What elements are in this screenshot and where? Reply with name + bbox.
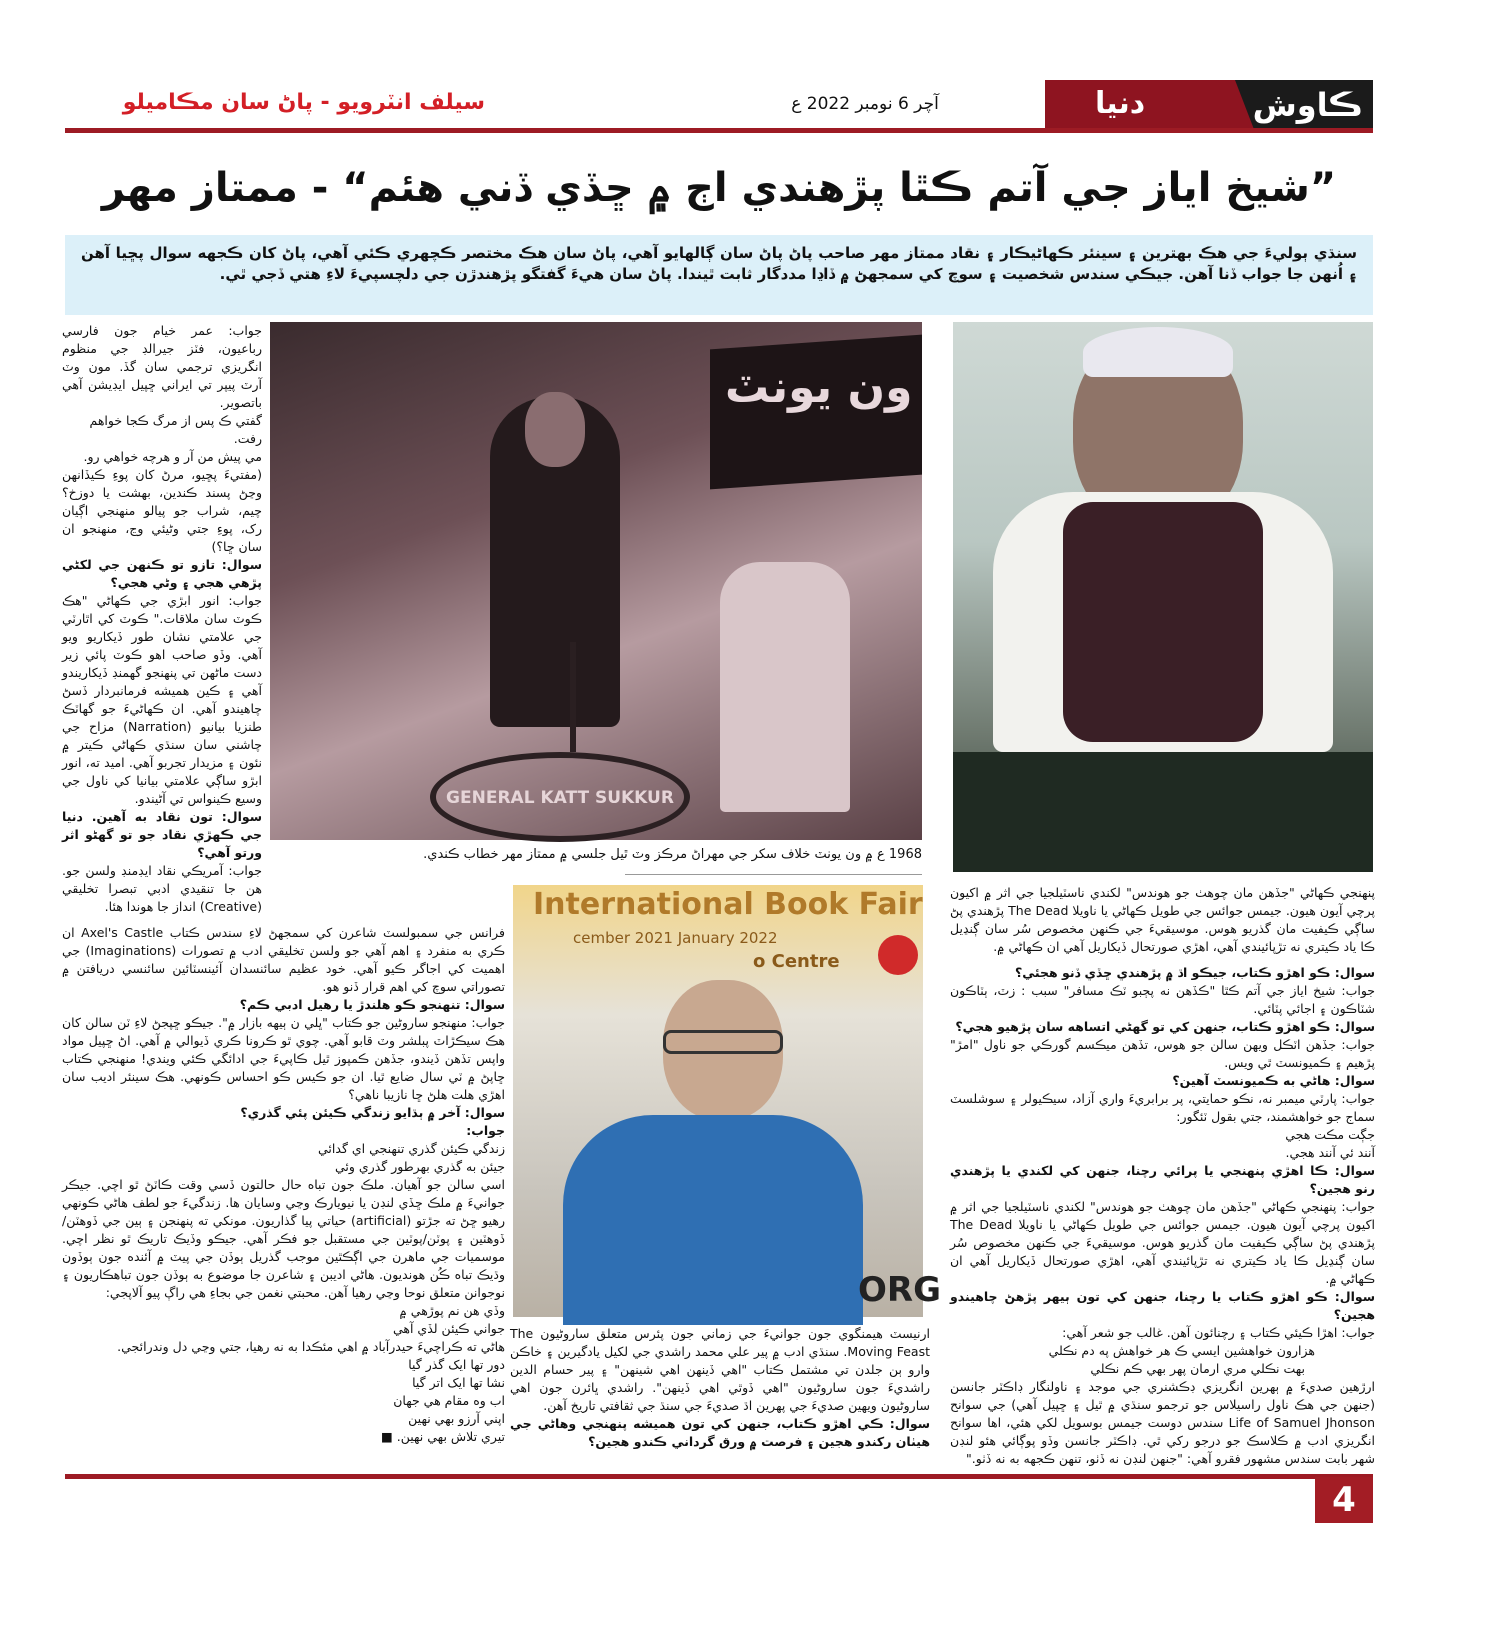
question: سوال: ڪو اهڙو ڪتاب يا رچنا، جنهن کي تون ٻيهر پڙهڻ چاهيندو هجين؟	[950, 1289, 1375, 1322]
vest	[1063, 502, 1263, 742]
left-column	[62, 322, 262, 916]
brand-name: ڪاوش	[1252, 86, 1363, 124]
verse: مي پيش من آر و هرچه خواهي رو.	[83, 449, 262, 464]
issue-date: آچر 6 نومبر 2022 ع	[791, 94, 939, 114]
section-title: سيلف انٽرويو - پاڻ سان مڪاميلو	[122, 90, 485, 115]
headline: ”شيخ اياز جي آتم ڪٿا پڙهندي اڄ ۾ ڇڏي ڏني هئم“ - ممتاز مهر	[101, 165, 1337, 211]
paragraph: ارڙهين صديءَ ۾ ٻهرين انگريزي ڊڪشنري جي موجد ۽ ناولنگار ڊاڪٽر جانسن (جنهن جي هڪ ناول راسيلاس جو ترجمو سنڌي ۾ ٿيل ۽ ڇپيل آهي) جي سوانح Life of Samuel Jhonson سندس دوست جيمس بوسويل لکي هئي، اها سوانح انگريزي ادب ۾ ڪلاسڪ جو درجو رکي ٿي. ڊاڪٽر جانسن وڏو پوڳائي هئو لنڊن شهر بابت سندس مشهور فقرو آهي: "جنهن لنڊن نه ڏٺو، تنهن ڪجهه به نه ڏٺو."	[950, 1379, 1375, 1466]
right-column	[950, 884, 1375, 1468]
question: سوال: تازو تو ڪنهن جي لکڻي پڙهي هجي ۽ وڻي هجي؟	[62, 557, 262, 590]
question: سوال: ڪي اهڙو ڪتاب، جنهن کي تون هميشه پنهنجي وهاڻي جي هيٺان رکندو هجين ۽ فرصت ۾ ورق گرداني ڪندو هجين؟	[510, 1416, 930, 1449]
footer-rule	[65, 1474, 1373, 1479]
answer-label: جواب:	[466, 1123, 505, 1138]
caption-divider	[625, 874, 922, 875]
question: سوال: ڪو اهڙو ڪتاب، جنهن کي تو گهڻي اتساهه سان پڙهيو هجي؟	[955, 1019, 1375, 1034]
speaker-head	[525, 392, 585, 467]
paragraph: اسي سالن جو آهيان. ملڪ جون تباه حال حالتون ڏسي وقت ڪاٽڻ ٿو اچي. جيڪر جوانيءَ ۾ ملڪ ڇڏي لنڊن يا نيويارڪ وڃي وسايان ها. زندگيءَ جو لطف هاڻي ڪونهي رهيو ڇڻ ته جڙتو (artificial) حياتي پيا گذاريون. مونکي ته پنهنجن ۽ ٻين جي ڏوهٽن/ڏوهٽين ۽ پوٽن/پوٽين جي مستقبل جو فڪر آهي. جيڪو وڏيڪ تاريڪ ٿو نظر اچي. موسميات جي ماهرن جي اڳڪٿين موجب گذريل ٻوڏن جي پيٽ ۾ آئنده جون ٻوڏون وڌيڪ تباه ڪُن هونديون. هاڻي اديبن ۽ شاعرن جا موضوع به ٻوڏن جون تباهڪاريون ۽ نوجوانن متعلق نوحا وڃي رهيا آهن. محبتي نغمن جي بجاءِ هي راڳ پيو آلاپجي:	[62, 1177, 505, 1300]
answer: جواب: جڏهن اٽڪل ويهن سالن جو هوس، تڏهن ميڪسم گورڪي جو ناول "امڙ" پڙهيم ۽ ڪميونسٽ ٿي ويس.	[950, 1037, 1375, 1070]
paragraph: (مفتيءَ پڇيو، مرڻ کان پوءِ ڪيڏانهن وڃڻ پسند ڪندين، بهشت يا دوزخ؟ چيم، شراب جو پيالو منهنجي اڳيان رک، پوءِ جتي وڻيئي وڃ، منهنجو ان سان ڇا؟)	[62, 467, 262, 554]
answer: جواب: منهنجو ساروڻين جو ڪتاب "ڀلي ن ٻيهه بازار ۾". جيڪو ڇپجڻ لاءِ ٽن سالن کان هڪ سيڪڙاٽ پبلشر وٽ قابو آهي. چوي ٿو ڪرونا ڪري ڏيوالي ۾ آهي. اڻ ڇپيل مواد واپس تڏهن ڏيندو، جڏهن ڪمپوز ٿيل ڪاپيءَ جي ادائگي ڪئي ويندي! منهنجي ڪتاب ڇاپڻ ۾ ٽي سال ضايع ٿيا. ان جو ڪيس ڪو احساس ڪونهي. هڪ سينئر اديب سان اهڙي هلت هلڻ ڇا نازيبا ناهي؟	[62, 1015, 505, 1102]
intro-box: سنڌي ٻوليءَ جي هڪ بهترين ۽ سينئر ڪهاڻيڪار ۽ نقاد ممتاز مهر صاحب پاڻ پاڻ سان ڳالهايو آهي، پاڻ سان هڪ مختصر ڪچهري ڪئي آهي، پاڻ کان ڪجهه سوال پڇيا آهن ۽ اُنهن جا جواب ڏنا آهن. جيڪي سندس شخصيت ۽ سوچ کي سمجهڻ ۾ ڏاڍا مددگار ثابت ٿيندا. پاڻ سان هيءَ گفتگو پڙهندڙن جي دلچسپيءَ لاءِ هتي ڏجي ٿي.	[65, 235, 1373, 315]
header-rule	[65, 128, 1373, 133]
verse: دور تها ايک گذر گيا	[408, 1357, 505, 1372]
paragraph: فرانس جي سمبولسٽ شاعرن کي سمجهڻ لاءِ سندس ڪتاب Axel's Castle ان ڪري به منفرد ۽ اهم آهي جو ولسن تخليقي ادب ۾ تصورات (Imaginations) جي اهميت کي اجاگر ڪيو آهي. خود عظيم سائنسدان آئينسٽائين سائنسي دريافتن ۾ تصوراتي سوچ کي اهم قرار ڏنو هو.	[62, 925, 506, 994]
table	[953, 752, 1373, 872]
seated-man	[720, 562, 850, 812]
answer: جواب: پارٽي ميمبر نه، نڪو حمايتي، پر برابريءَ واري آزاد، سيڪيولر ۽ سوشلسٽ سماج جو خواهشمند، جتي بقول ٽئگور:	[950, 1091, 1375, 1124]
paragraph: پنهنجي ڪهاڻي "جڏهن مان چوهٺ جو هوندس" لکندي ناسٽيلجيا جي اثر ۾ اکيون پرچي آيون هيون. جيمس جوائس جي طويل ڪهاڻي يا ناويلا The Dead پڙهندي پڻ ساڳي ڪيفيت مان گذريو هوس. موسيقيءَ جي ڪنهن مخصوص سُر سان ڳنڍيل ڪا ياد ڪيتري نه تڙپائيندي آهي، اهڙي صورتحال ڏيکاريل آهي ان ڪهاڻي ۾.	[950, 885, 1375, 954]
paragraph: ارنيسٽ هيمنگوي جون جوانيءَ جي زماني جون پئرس متعلق ساروڻيون The Moving Feast. سنڌي ادب ۾ پير علي محمد راشدي جي لکيل يادگيرين ۽ خاڪن وارو ٻن جلدن تي مشتمل ڪتاب "اهي ڏينهن اهي شينهن" ۽ پير حسام الدين راشديءَ جون ساروڻيون "اهي ڏوٿي اهي ڏينهن". راشدي ڀائرن جون اهي ساروڻيون ويهين صديءَ جي پهرين اڌ صديءَ جي سنڌ جي ثقافتي تاريخ آهن.	[510, 1326, 930, 1413]
middle-column	[510, 1325, 930, 1451]
answer: جواب: آمريڪي نقاد ايڊمنڊ ولسن جو. هن جا تنقيدي ادبي تبصرا تخليقي (Creative) انداز جا هوندا هئا.	[62, 863, 262, 914]
answer: جواب: اهڙا ڪيئي ڪتاب ۽ رچنائون آهن. غالب جو شعر آهي:	[1062, 1325, 1375, 1340]
fair-logo	[878, 935, 918, 975]
verse: جيئن به گذري بهرطور گذري وئي	[334, 1159, 505, 1174]
verse: وڏي هن نم پوڙهي ۾	[399, 1303, 505, 1318]
verse: اب وه مقام هي جهان	[393, 1393, 505, 1408]
page-number: 4	[1315, 1477, 1373, 1523]
verse: آنند ئي آنند هجي.	[1285, 1145, 1375, 1160]
line: هاڻي ته ڪراچيءَ حيدرآباد ۾ اهي مئڪدا به نه رهيا، جتي وڃي دل وندرائجي.	[117, 1339, 505, 1354]
fair-banner: International Book Fair	[533, 887, 923, 922]
question: سوال: ڪو اهڙو ڪتاب، جيڪو اڌ ۾ پڙهندي ڇڏي ڏنو هجئي؟	[1015, 965, 1375, 980]
fair-dates: cember 2021 January 2022	[573, 929, 778, 947]
glasses	[663, 1030, 783, 1054]
answer: جواب: پنهنجي ڪهاڻي "جڏهن مان چوهٺ جو هوندس" لکندي ناسٽيلجيا جي اثر ۾ اکيون پرچي آيون هيون. جيمس جوائس جي طويل ڪهاڻي يا ناويلا The Dead پڙهندي پڻ ساڳي ڪيفيت مان گذريو هوس. موسيقيءَ جي ڪنهن مخصوص سُر سان ڳنڍيل ڪا ياد ڪيتري نه تڙپائيندي آهي، اهڙي صورتحال ڏيکاريل آهي ان ڪهاڻي ۾.	[950, 1199, 1375, 1286]
question: سوال: هاڻي به ڪميونسٽ آهين؟	[1172, 1073, 1375, 1088]
rally-photo	[270, 322, 922, 840]
verse: جڳت مڪت هجي	[1285, 1127, 1375, 1142]
answer: جواب: انور ابڙي جي ڪهاڻي "هڪ ڪوٽ سان ملاقات." ڪوٽ کي اٿارٽي جي علامتي نشان طور ڏيکاريو ويو آهي. وڏو صاحب اهو ڪوٽ پائي زير دست ماڻهن تي پنهنجو گهمنڊ ڏيکاريندو آهي ۽ ڪين هميشه فرمانبردار ڏسڻ چاهيندو آهي. ان ڪهاڻيءَ جو گهاٽڪ طنزيا بيانيو (Narration) مزاح جي چاشني سان سنڌي ڪهاڻي ڪيتر ۾ نئون ۽ مزيدار تجربو آهي. اميد ته، انور ابڙو ساڳي علامتي بيانيا کي ناول جي وسيع ڪينواس تي آڻيندو.	[62, 593, 263, 806]
portrait-photo	[953, 322, 1373, 872]
question: سوال: آخر ۾ ٻڌايو زندگي ڪيئن پئي گذري؟	[240, 1105, 505, 1120]
blue-shirt	[563, 1115, 863, 1325]
cap	[1083, 327, 1233, 377]
question: سوال: تون نقاد به آهين. دنيا جي ڪهڙي نقاد جو تو گهڻو اثر ورتو آهي؟	[62, 809, 262, 860]
answer: جواب: شيخ اياز جي آتم ڪٿا "ڪڏهن نه پڄبو ٽڪ مسافر" سبب : زٽ، ٻٽاڪون شٽاڪون ۽ اجائي پٽائي.	[950, 983, 1375, 1016]
masthead-red-band	[1045, 80, 1255, 132]
verse: زندگي ڪيئن گذري تنهنجي اي گدائي	[318, 1141, 505, 1156]
verse: بهت نڪلي مري ارمان پهر بهي ڪم نڪلي	[1090, 1361, 1305, 1376]
section-brand: دنيا	[1095, 86, 1146, 121]
verse: گفتي ڪ پس از مرگ ڪجا خواهم رفت.	[89, 413, 262, 446]
verse: هزارون خواهشين ايسي ڪ هر خواهش په دم نڪلي	[1048, 1343, 1315, 1358]
banner-text: ون يونٽ	[725, 362, 913, 413]
question: سوال: تنهنجو ڪو هلندڙ يا رهيل ادبي ڪم؟	[239, 997, 505, 1012]
verse: نشا تها ايک اتر گيا	[412, 1375, 505, 1390]
mic-stand	[570, 642, 576, 752]
fair-venue: o Centre	[753, 951, 840, 972]
book-fair-photo	[513, 885, 941, 1317]
emblem-text: GENERAL KATT SUKKUR	[430, 752, 690, 842]
left-lower-column	[62, 924, 505, 1446]
verse: تيري تلاش بهي نهين. ■	[381, 1429, 505, 1444]
verse: اپني آرزو بهي نهين	[408, 1411, 505, 1426]
sign-text: ORG	[858, 1270, 941, 1310]
masthead-logo	[1045, 80, 1373, 132]
paragraph: جواب: عمر خيام جون فارسي رباعيون، فٽز جيرالڊ جي منظوم انگريزي ترجمي سان گڏ. مون وٽ آرٽ پيپر تي ايراني ڇپيل ايڊيشن آهي باتصوير.	[62, 323, 262, 410]
photo-caption: 1968 ع ۾ ون يونٽ خلاف سکر جي مهراڻ مرڪز وٽ ٿيل جلسي ۾ ممتاز مهر خطاب ڪندي.	[423, 847, 922, 862]
question: سوال: ڪا اهڙي پنهنجي يا پرائي رچنا، جنهن کي لکندي يا پڙهندي رنو هجين؟	[950, 1163, 1375, 1196]
verse: جواني ڪيئن لڏي آهي	[392, 1321, 505, 1336]
